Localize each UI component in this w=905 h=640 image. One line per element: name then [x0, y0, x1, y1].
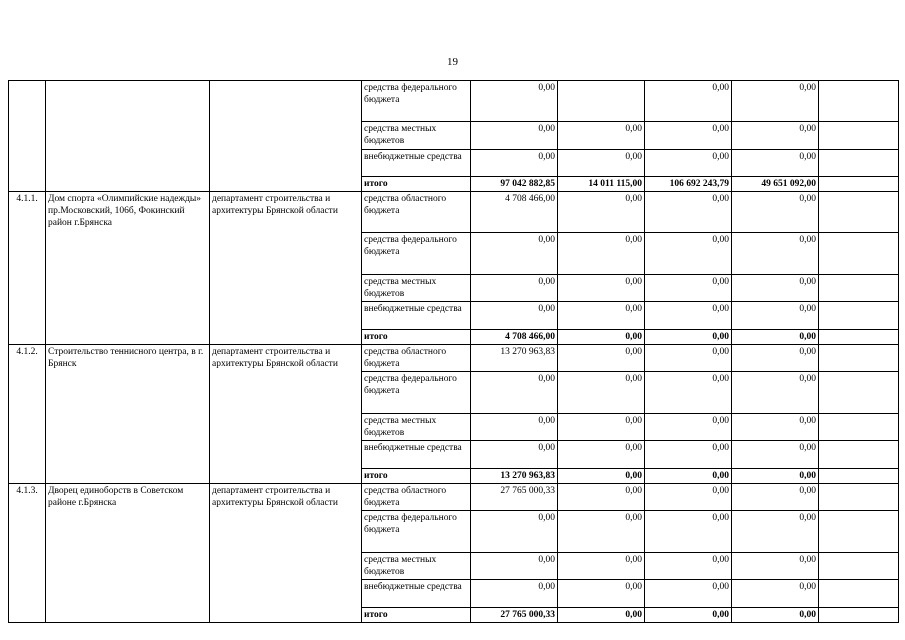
amount-cell-3: 0,00 [645, 553, 732, 580]
funding-source-cell: итого [362, 177, 471, 192]
item-code-cell [9, 81, 46, 192]
amount-cell-3: 0,00 [645, 302, 732, 330]
empty-cell [819, 275, 899, 302]
amount-cell-2: 0,00 [558, 302, 645, 330]
amount-cell-4: 0,00 [732, 275, 819, 302]
amount-cell-1: 0,00 [471, 233, 558, 275]
executor-cell: департамент строительства и архитектуры Брянской области [210, 345, 362, 484]
executor-cell [210, 81, 362, 192]
amount-cell-3: 0,00 [645, 372, 732, 414]
empty-cell [819, 414, 899, 441]
amount-cell-1: 0,00 [471, 302, 558, 330]
amount-cell-3: 0,00 [645, 275, 732, 302]
funding-source-cell: внебюджетные средства [362, 150, 471, 177]
amount-cell-2: 0,00 [558, 122, 645, 150]
executor-cell: департамент строительства и архитектуры Брянской области [210, 484, 362, 623]
amount-cell-2: 0,00 [558, 441, 645, 469]
amount-cell-1: 0,00 [471, 122, 558, 150]
amount-cell-4: 0,00 [732, 553, 819, 580]
amount-cell-2: 0,00 [558, 372, 645, 414]
amount-cell-2: 0,00 [558, 469, 645, 484]
amount-cell-4: 0,00 [732, 511, 819, 553]
amount-cell-3: 0,00 [645, 150, 732, 177]
funding-source-cell: итого [362, 330, 471, 345]
amount-cell-2: 0,00 [558, 553, 645, 580]
empty-cell [819, 484, 899, 511]
amount-cell-3: 0,00 [645, 580, 732, 608]
amount-cell-2: 0,00 [558, 192, 645, 233]
amount-cell-4: 0,00 [732, 580, 819, 608]
amount-cell-4: 0,00 [732, 469, 819, 484]
amount-cell-2: 0,00 [558, 580, 645, 608]
amount-cell-3: 0,00 [645, 441, 732, 469]
empty-cell [819, 233, 899, 275]
funding-source-cell: средства областного бюджета [362, 345, 471, 372]
empty-cell [819, 372, 899, 414]
item-code-cell: 4.1.3. [9, 484, 46, 623]
amount-cell-1: 0,00 [471, 580, 558, 608]
amount-cell-3: 0,00 [645, 330, 732, 345]
amount-cell-2: 0,00 [558, 275, 645, 302]
empty-cell [819, 122, 899, 150]
amount-cell-1: 27 765 000,33 [471, 484, 558, 511]
item-name-cell [46, 81, 210, 192]
funding-source-cell: средства областного бюджета [362, 484, 471, 511]
amount-cell-2: 0,00 [558, 484, 645, 511]
funding-source-cell: средства федерального бюджета [362, 233, 471, 275]
empty-cell [819, 511, 899, 553]
empty-cell [819, 345, 899, 372]
item-name-cell: Дом спорта «Олимпийские надежды» пр.Московский, 106б, Фокинский район г.Брянска [46, 192, 210, 345]
funding-source-cell: внебюджетные средства [362, 580, 471, 608]
amount-cell-3: 0,00 [645, 608, 732, 623]
funding-source-cell: средства федерального бюджета [362, 81, 471, 122]
amount-cell-4: 49 651 092,00 [732, 177, 819, 192]
amount-cell-1: 0,00 [471, 275, 558, 302]
amount-cell-4: 0,00 [732, 330, 819, 345]
amount-cell-3: 0,00 [645, 469, 732, 484]
amount-cell-2: 0,00 [558, 233, 645, 275]
amount-cell-4: 0,00 [732, 608, 819, 623]
amount-cell-3: 0,00 [645, 414, 732, 441]
amount-cell-3: 0,00 [645, 511, 732, 553]
amount-cell-1: 97 042 882,85 [471, 177, 558, 192]
funding-source-cell: средства местных бюджетов [362, 122, 471, 150]
amount-cell-2 [558, 81, 645, 122]
empty-cell [819, 580, 899, 608]
amount-cell-1: 0,00 [471, 150, 558, 177]
amount-cell-4: 0,00 [732, 345, 819, 372]
table-body [9, 81, 899, 623]
table-row [9, 345, 899, 372]
amount-cell-1: 13 270 963,83 [471, 469, 558, 484]
amount-cell-1: 0,00 [471, 441, 558, 469]
item-code-cell: 4.1.2. [9, 345, 46, 484]
amount-cell-1: 13 270 963,83 [471, 345, 558, 372]
table-row [9, 484, 899, 511]
empty-cell [819, 469, 899, 484]
amount-cell-2: 14 011 115,00 [558, 177, 645, 192]
amount-cell-1: 4 708 466,00 [471, 192, 558, 233]
amount-cell-4: 0,00 [732, 233, 819, 275]
amount-cell-3: 0,00 [645, 192, 732, 233]
amount-cell-2: 0,00 [558, 511, 645, 553]
funding-source-cell: средства местных бюджетов [362, 553, 471, 580]
funding-source-cell: средства федерального бюджета [362, 372, 471, 414]
amount-cell-4: 0,00 [732, 441, 819, 469]
empty-cell [819, 330, 899, 345]
amount-cell-1: 0,00 [471, 81, 558, 122]
amount-cell-4: 0,00 [732, 372, 819, 414]
funding-source-cell: итого [362, 608, 471, 623]
amount-cell-4: 0,00 [732, 122, 819, 150]
empty-cell [819, 177, 899, 192]
amount-cell-2: 0,00 [558, 414, 645, 441]
empty-cell [819, 150, 899, 177]
funding-source-cell: средства федерального бюджета [362, 511, 471, 553]
funding-source-cell: итого [362, 469, 471, 484]
funding-source-cell: внебюджетные средства [362, 302, 471, 330]
amount-cell-2: 0,00 [558, 345, 645, 372]
amount-cell-1: 0,00 [471, 511, 558, 553]
amount-cell-4: 0,00 [732, 192, 819, 233]
amount-cell-4: 0,00 [732, 484, 819, 511]
amount-cell-3: 0,00 [645, 233, 732, 275]
amount-cell-2: 0,00 [558, 330, 645, 345]
amount-cell-1: 0,00 [471, 372, 558, 414]
amount-cell-2: 0,00 [558, 608, 645, 623]
empty-cell [819, 192, 899, 233]
amount-cell-1: 27 765 000,33 [471, 608, 558, 623]
item-code-cell: 4.1.1. [9, 192, 46, 345]
empty-cell [819, 441, 899, 469]
amount-cell-3: 0,00 [645, 81, 732, 122]
funding-source-cell: средства местных бюджетов [362, 414, 471, 441]
amount-cell-1: 0,00 [471, 414, 558, 441]
empty-cell [819, 553, 899, 580]
amount-cell-2: 0,00 [558, 150, 645, 177]
amount-cell-3: 106 692 243,79 [645, 177, 732, 192]
budget-table [8, 80, 899, 623]
funding-source-cell: внебюджетные средства [362, 441, 471, 469]
amount-cell-4: 0,00 [732, 150, 819, 177]
amount-cell-1: 4 708 466,00 [471, 330, 558, 345]
executor-cell: департамент строительства и архитектуры Брянской области [210, 192, 362, 345]
amount-cell-3: 0,00 [645, 484, 732, 511]
amount-cell-3: 0,00 [645, 345, 732, 372]
item-name-cell: Дворец единоборств в Советском районе г.Брянска [46, 484, 210, 623]
amount-cell-4: 0,00 [732, 81, 819, 122]
empty-cell [819, 302, 899, 330]
page-number: 19 [447, 56, 458, 68]
amount-cell-4: 0,00 [732, 302, 819, 330]
funding-source-cell: средства областного бюджета [362, 192, 471, 233]
item-name-cell: Строительство теннисного центра, в г. Брянск [46, 345, 210, 484]
table-row [9, 192, 899, 233]
table-row [9, 81, 899, 122]
empty-cell [819, 81, 899, 122]
empty-cell [819, 608, 899, 623]
amount-cell-3: 0,00 [645, 122, 732, 150]
amount-cell-1: 0,00 [471, 553, 558, 580]
funding-source-cell: средства местных бюджетов [362, 275, 471, 302]
amount-cell-4: 0,00 [732, 414, 819, 441]
